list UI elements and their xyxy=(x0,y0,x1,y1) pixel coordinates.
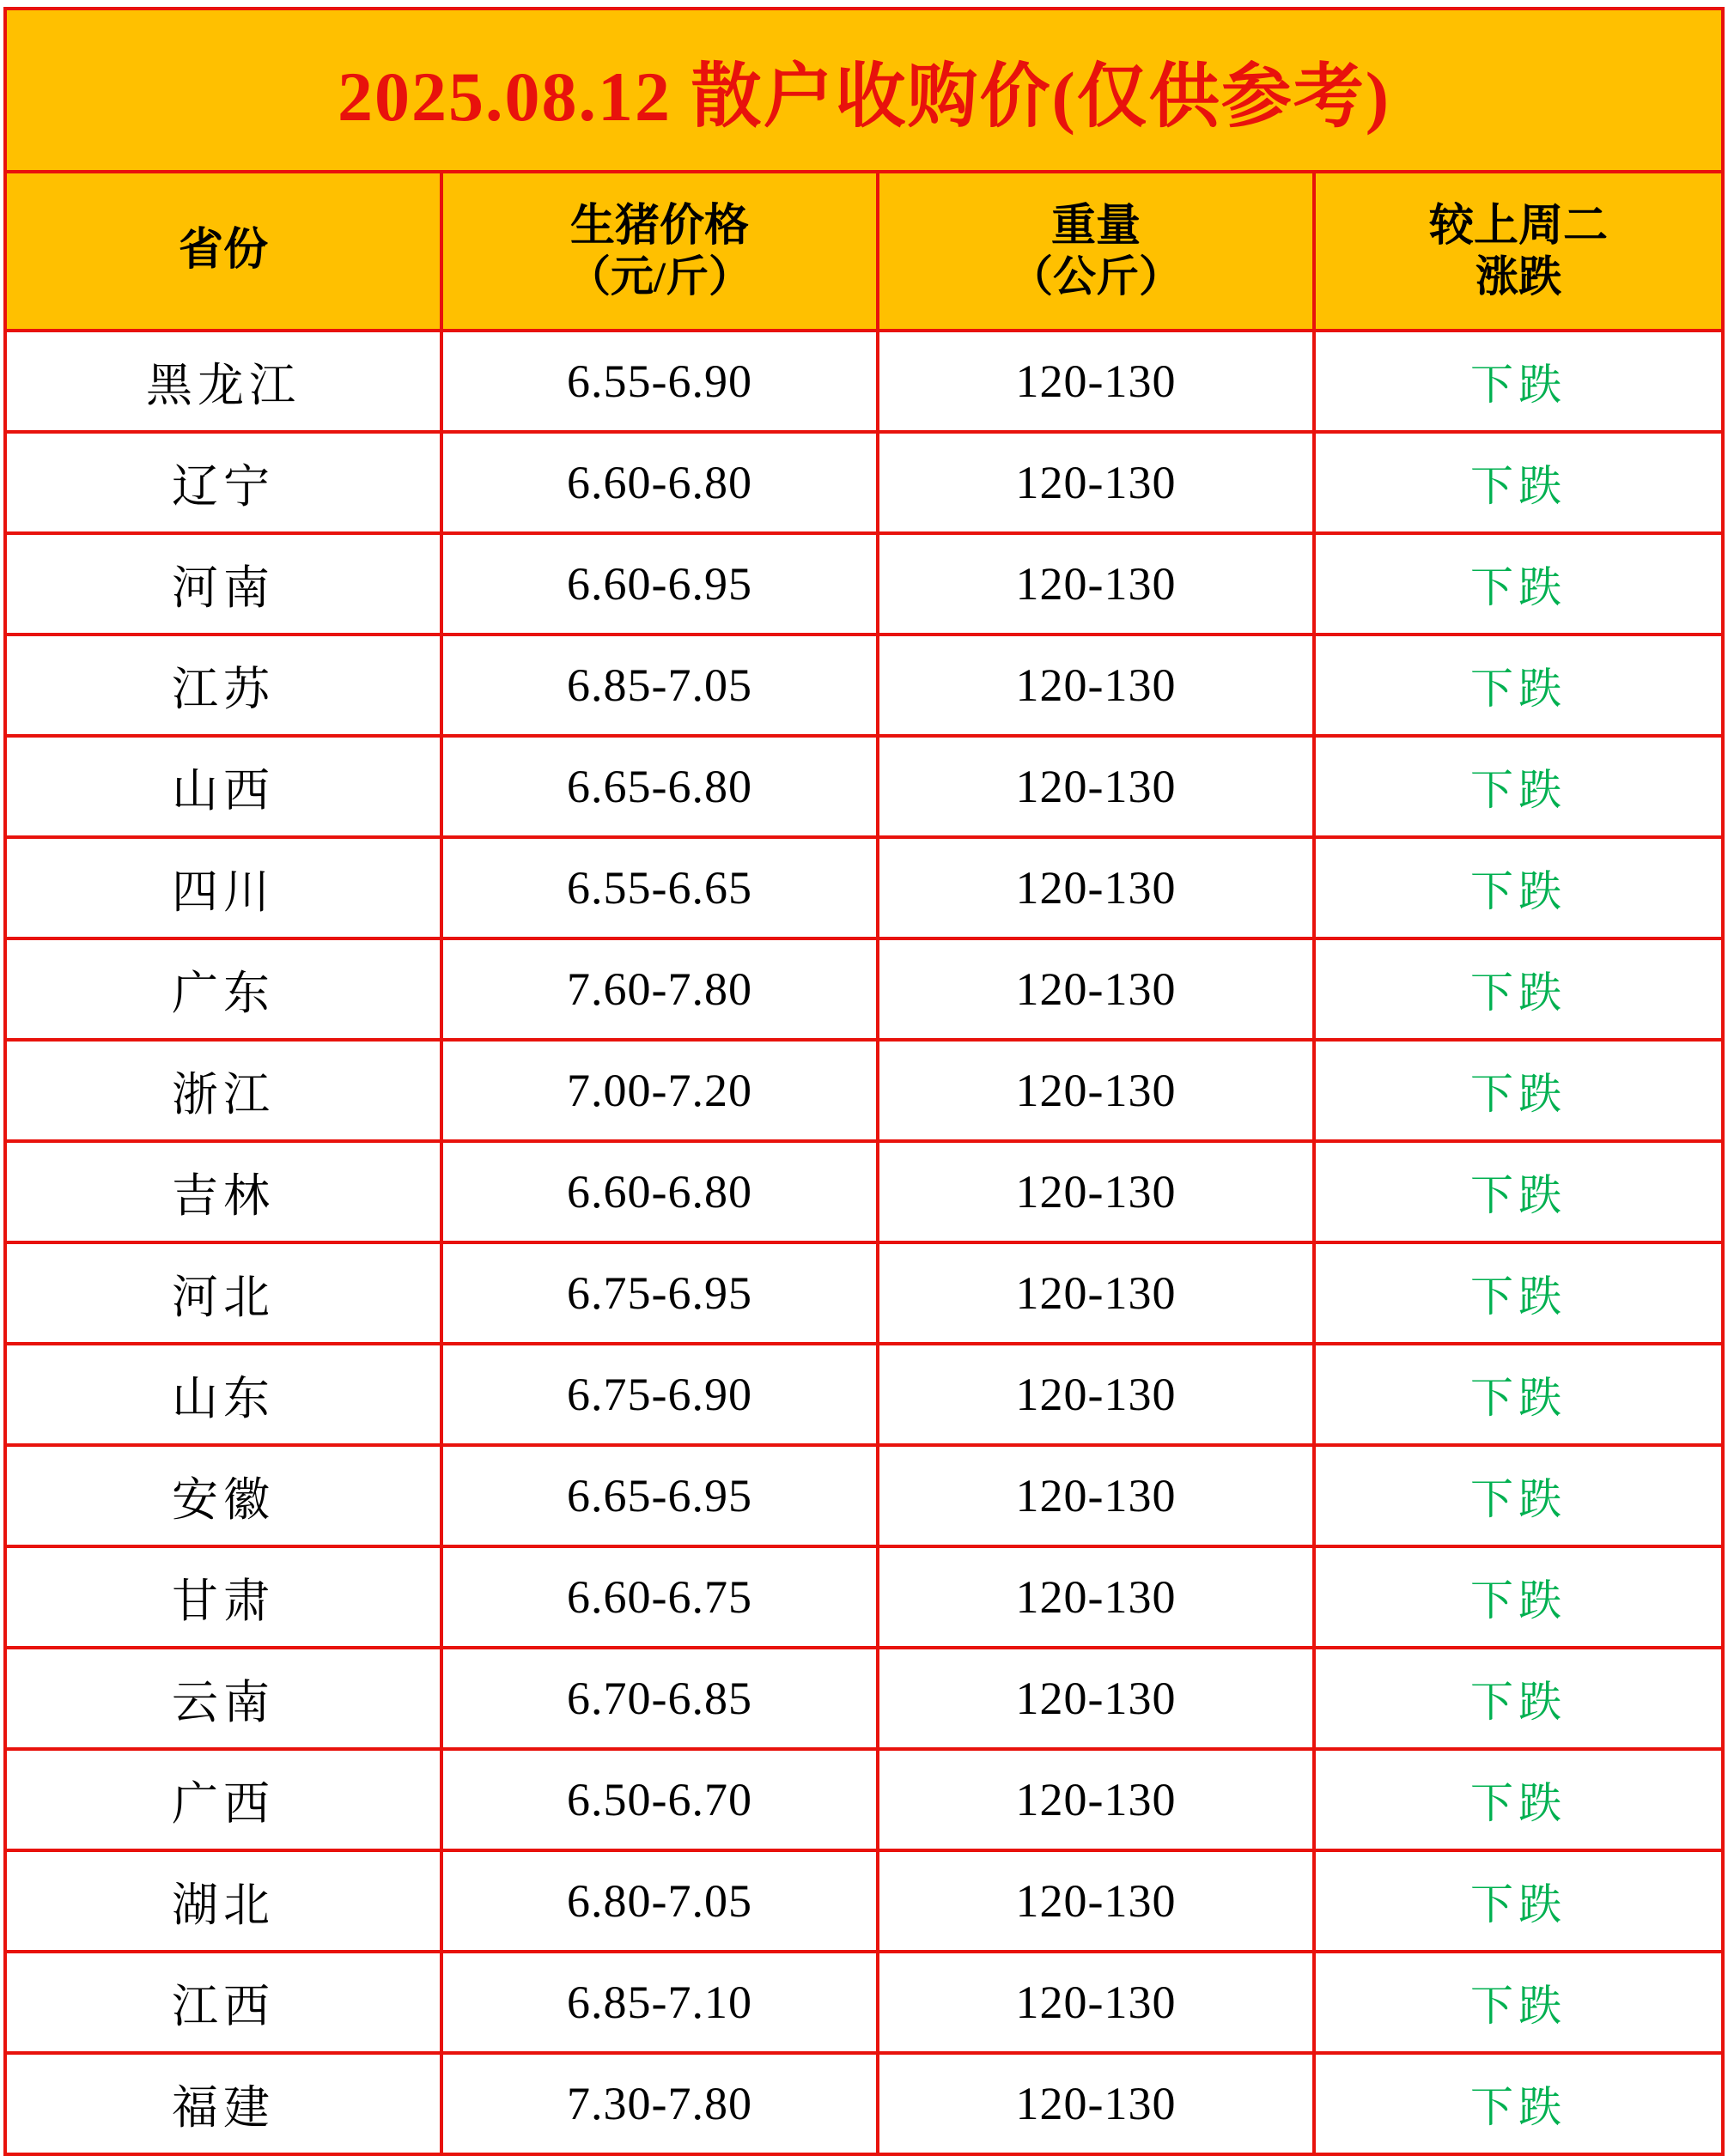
cell-change: 下跌 xyxy=(1314,1952,1723,2053)
cell-change: 下跌 xyxy=(1314,837,1723,938)
cell-province: 山西 xyxy=(5,736,441,837)
cell-price: 6.60-6.75 xyxy=(441,1546,878,1648)
cell-change: 下跌 xyxy=(1314,1749,1723,1850)
cell-change: 下跌 xyxy=(1314,1141,1723,1242)
title-row xyxy=(5,9,1723,172)
cell-province: 黑龙江 xyxy=(5,331,441,432)
cell-weight: 120-130 xyxy=(878,1546,1314,1648)
cell-province: 江西 xyxy=(5,1952,441,2053)
cell-price: 6.70-6.85 xyxy=(441,1648,878,1749)
cell-change: 下跌 xyxy=(1314,533,1723,635)
cell-price: 6.60-6.80 xyxy=(441,1141,878,1242)
table-row xyxy=(5,938,1723,1040)
column-header-weight xyxy=(878,172,1314,331)
cell-change: 下跌 xyxy=(1314,432,1723,533)
cell-price: 6.60-6.95 xyxy=(441,533,878,635)
table-row xyxy=(5,2053,1723,2154)
cell-weight: 120-130 xyxy=(878,1344,1314,1445)
cell-change: 下跌 xyxy=(1314,331,1723,432)
cell-change: 下跌 xyxy=(1314,1850,1723,1952)
cell-province: 四川 xyxy=(5,837,441,938)
cell-weight: 120-130 xyxy=(878,432,1314,533)
cell-weight: 120-130 xyxy=(878,331,1314,432)
cell-change: 下跌 xyxy=(1314,1242,1723,1344)
column-header-change-sub: 涨跌 xyxy=(1475,252,1561,301)
cell-weight: 120-130 xyxy=(878,1242,1314,1344)
table-row xyxy=(5,1648,1723,1749)
cell-province: 山东 xyxy=(5,1344,441,1445)
cell-price: 6.65-6.95 xyxy=(441,1445,878,1546)
cell-price: 6.55-6.65 xyxy=(441,837,878,938)
price-sheet xyxy=(0,7,1728,2156)
cell-change: 下跌 xyxy=(1314,1546,1723,1648)
table-row xyxy=(5,635,1723,736)
cell-price: 6.85-7.10 xyxy=(441,1952,878,2053)
cell-price: 6.60-6.80 xyxy=(441,432,878,533)
cell-weight: 120-130 xyxy=(878,1749,1314,1850)
cell-province: 甘肃 xyxy=(5,1546,441,1648)
table-row xyxy=(5,331,1723,432)
cell-province: 河北 xyxy=(5,1242,441,1344)
cell-change: 下跌 xyxy=(1314,938,1723,1040)
cell-change: 下跌 xyxy=(1314,1445,1723,1546)
cell-price: 6.50-6.70 xyxy=(441,1749,878,1850)
cell-province: 辽宁 xyxy=(5,432,441,533)
cell-price: 6.55-6.90 xyxy=(441,331,878,432)
table-row xyxy=(5,1850,1723,1952)
cell-weight: 120-130 xyxy=(878,2053,1314,2154)
cell-price: 6.65-6.80 xyxy=(441,736,878,837)
column-header-price-main: 生猪价格 xyxy=(569,202,749,252)
cell-province: 江苏 xyxy=(5,635,441,736)
column-header-price-unit: （元/斤） xyxy=(568,252,751,301)
cell-province: 广西 xyxy=(5,1749,441,1850)
cell-weight: 120-130 xyxy=(878,533,1314,635)
cell-weight: 120-130 xyxy=(878,1040,1314,1141)
cell-price: 6.85-7.05 xyxy=(441,635,878,736)
cell-weight: 120-130 xyxy=(878,736,1314,837)
table-row xyxy=(5,432,1723,533)
cell-province: 云南 xyxy=(5,1648,441,1749)
cell-weight: 120-130 xyxy=(878,1850,1314,1952)
column-header-province: 省份 xyxy=(5,172,441,331)
cell-change: 下跌 xyxy=(1314,1344,1723,1445)
table-row xyxy=(5,837,1723,938)
cell-weight: 120-130 xyxy=(878,1141,1314,1242)
cell-change: 下跌 xyxy=(1314,736,1723,837)
cell-weight: 120-130 xyxy=(878,837,1314,938)
table-row xyxy=(5,533,1723,635)
table-row xyxy=(5,736,1723,837)
cell-province: 广东 xyxy=(5,938,441,1040)
cell-province: 浙江 xyxy=(5,1040,441,1141)
cell-province: 福建 xyxy=(5,2053,441,2154)
hog-price-table xyxy=(3,7,1725,2156)
cell-weight: 120-130 xyxy=(878,1952,1314,2053)
cell-price: 7.60-7.80 xyxy=(441,938,878,1040)
cell-weight: 120-130 xyxy=(878,1445,1314,1546)
cell-change: 下跌 xyxy=(1314,1648,1723,1749)
cell-price: 6.75-6.90 xyxy=(441,1344,878,1445)
table-row xyxy=(5,1445,1723,1546)
table-row xyxy=(5,1040,1723,1141)
column-header-weight-main: 重量 xyxy=(1050,202,1141,252)
column-header-change-main: 较上周二 xyxy=(1428,202,1608,252)
column-header-change xyxy=(1314,172,1723,331)
column-header-weight-unit: （公斤） xyxy=(1010,252,1182,301)
cell-province: 湖北 xyxy=(5,1850,441,1952)
table-row xyxy=(5,1546,1723,1648)
cell-change: 下跌 xyxy=(1314,635,1723,736)
column-header-price xyxy=(441,172,878,331)
cell-weight: 120-130 xyxy=(878,1648,1314,1749)
cell-province: 安徽 xyxy=(5,1445,441,1546)
table-row xyxy=(5,1141,1723,1242)
cell-price: 6.80-7.05 xyxy=(441,1850,878,1952)
cell-price: 6.75-6.95 xyxy=(441,1242,878,1344)
cell-price: 7.30-7.80 xyxy=(441,2053,878,2154)
table-row xyxy=(5,1749,1723,1850)
cell-change: 下跌 xyxy=(1314,2053,1723,2154)
cell-change: 下跌 xyxy=(1314,1040,1723,1141)
cell-weight: 120-130 xyxy=(878,635,1314,736)
table-body xyxy=(5,9,1723,2154)
cell-province: 河南 xyxy=(5,533,441,635)
cell-price: 7.00-7.20 xyxy=(441,1040,878,1141)
table-row xyxy=(5,1344,1723,1445)
page-title: 2025.08.12 散户收购价(仅供参考) xyxy=(5,9,1723,172)
table-row xyxy=(5,1242,1723,1344)
cell-province: 吉林 xyxy=(5,1141,441,1242)
header-row xyxy=(5,172,1723,331)
table-row xyxy=(5,1952,1723,2053)
cell-weight: 120-130 xyxy=(878,938,1314,1040)
